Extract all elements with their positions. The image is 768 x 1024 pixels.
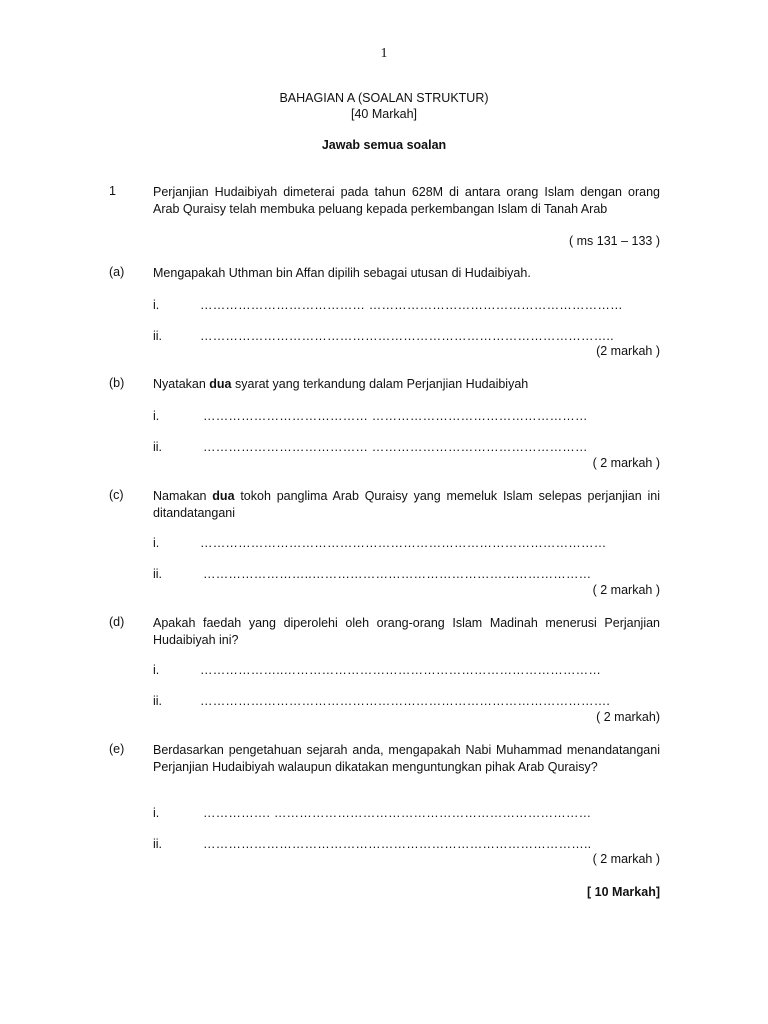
answer-number: ii. — [153, 329, 163, 343]
part-question: Apakah faedah yang diperolehi oleh orang-orang Islam Madinah menerusi Perjanjian Hudaibiyah ini? — [153, 616, 660, 647]
emphasis: dua — [209, 377, 232, 391]
page-reference: ( ms 131 – 133 ) — [568, 234, 660, 248]
answer-dots: ………………………………… …………………………………………… — [203, 409, 588, 423]
part-question: Mengapakah Uthman bin Affan dipilih sebagai utusan di Hudaibiyah. — [153, 266, 531, 280]
answer-number: ii. — [153, 694, 163, 708]
marks: ( 2 markah) — [596, 710, 660, 724]
section-header — [0, 90, 768, 122]
marks: ( 2 markah ) — [592, 852, 660, 866]
answer-number: i. — [153, 536, 160, 550]
answer-dots: ……………. ………………………………………………………………… — [203, 806, 592, 820]
emphasis: dua — [212, 489, 235, 503]
answer-dots: ………………..………………………………………………………………… — [200, 663, 602, 677]
question-text: Perjanjian Hudaibiyah dimeterai pada tahun 628M di antara orang Islam dengan orang Arab Quraisy telah membuka peluang kepada perkembangan Islam di Tanah Arab — [153, 185, 660, 216]
answer-dots: …………………………………………………………………………………… — [200, 536, 607, 550]
part-question: Nyatakan dua syarat yang terkandung dalam Perjanjian Hudaibiyah — [153, 377, 529, 391]
part-question: Namakan dua tokoh panglima Arab Quraisy yang memeluk Islam selepas perjanjian ini ditandatangani — [153, 489, 660, 520]
answer-number: i. — [153, 409, 160, 423]
answer-dots: ………………………………… …………………………………………………… — [200, 298, 623, 312]
section-title: BAHAGIAN A (SOALAN STRUKTUR) — [279, 91, 489, 105]
total-marks: [ 10 Markah] — [587, 885, 660, 899]
instruction: Jawab semua soalan — [321, 138, 447, 152]
part-label: (e) — [109, 742, 125, 756]
answer-dots: …………………………………………………………………………………….. — [200, 329, 614, 343]
answer-dots: ………………………………… …………………………………………… — [203, 440, 588, 454]
answer-number: i. — [153, 663, 160, 677]
part-label: (b) — [109, 376, 125, 390]
part-label: (c) — [109, 488, 124, 502]
answer-number: ii. — [153, 440, 163, 454]
answer-dots: ……………………..………………………………………………………… — [203, 567, 592, 581]
section-marks: [40 Markah] — [350, 107, 417, 121]
answer-dots: ……………………………………………………………………………………. — [200, 694, 611, 708]
page-number: 1 — [380, 46, 388, 61]
part-label: (d) — [109, 615, 125, 629]
answer-number: ii. — [153, 567, 163, 581]
answer-number: i. — [153, 806, 160, 820]
part-question: Berdasarkan pengetahuan sejarah anda, mengapakah Nabi Muhammad menandatangani Perjanjian Hudaibiyah walaupun dikatakan menguntungkan pihak Arab Quraisy? — [153, 743, 660, 774]
part-label: (a) — [109, 265, 125, 279]
marks: ( 2 markah ) — [592, 456, 660, 470]
marks: ( 2 markah ) — [592, 583, 660, 597]
answer-number: ii. — [153, 837, 163, 851]
marks: (2 markah ) — [596, 344, 660, 358]
answer-dots: ……………………………………………………………………………….. — [203, 837, 592, 851]
answer-number: i. — [153, 298, 160, 312]
question-number: 1 — [109, 184, 116, 198]
